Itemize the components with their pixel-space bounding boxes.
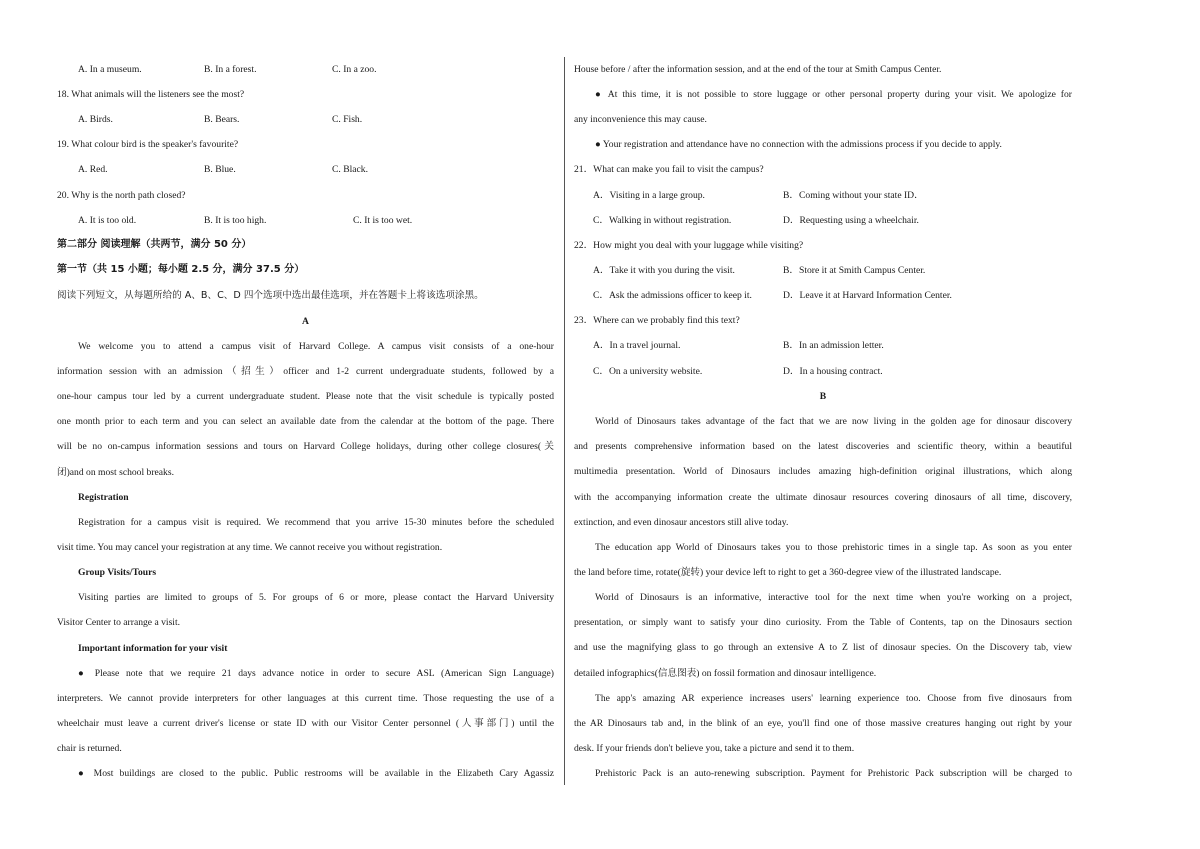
parab3-line: and use the magnifying glass to go through an extensive A to Z list of dinosaur species. On the Discovery tab, view [574, 642, 1072, 653]
para4-line: chair is returned. [57, 743, 122, 754]
para1-line: one month prior to each term and you can select an available date from the calendar at the bottom of the page. There [57, 416, 554, 427]
q21-option-c: C．Walking in without registration. [593, 215, 732, 226]
para4-line: interpreters. We cannot provide interpreters for other languages at this current time. Those requesting the use of a [57, 693, 554, 704]
parab4-line: desk. If your friends don't believe you, take a picture and send it to them. [574, 743, 855, 754]
question-23: 23．Where can we probably find this text? [574, 315, 740, 326]
q21-option-b: B．Coming without your state ID． [783, 190, 924, 201]
para5-line: ● Most buildings are closed to the public. Public restrooms will be available in the Elizabeth Cary Agassiz [78, 768, 554, 779]
passage-b-title: B [819, 391, 827, 402]
q22-option-b: B．Store it at Smith Campus Center. [783, 265, 926, 276]
parab4-line: the AR Dinosaurs tab and, in the blink of an eye, you'll find one of those massive creatures hanging out right by your [574, 718, 1072, 729]
q18-option-c: C. Fish. [332, 114, 363, 125]
para1-line: 闭)and on most school breaks. [57, 467, 174, 478]
q17-option-c: C. In a zoo. [332, 64, 377, 75]
q22-option-a: A．Take it with you during the visit. [593, 265, 735, 276]
para1-line: will be no on-campus information sessions and tours on Harvard College holidays, during other college closures(关 [57, 441, 554, 452]
q23-option-a: A．In a travel journal. [593, 340, 681, 351]
section1-heading: 第一节（共 15 小题；每小题 2.5 分，满分 37.5 分） [57, 264, 305, 275]
q20-option-a: A. It is too old. [78, 215, 137, 226]
parab1-line: and presents comprehensive information based on the latest discoveries and scientific theory, within a beautiful [574, 441, 1072, 452]
important-info-heading: Important information for your visit [78, 643, 228, 654]
para5-continued: House before / after the information session, and at the end of the tour at Smith Campus Center. [574, 64, 942, 75]
question-22: 22．How might you deal with your luggage while visiting? [574, 240, 804, 251]
q19-option-c: C. Black. [332, 164, 368, 175]
para6-line: ● At this time, it is not possible to store luggage or other personal property during your visit. We apologize for [595, 89, 1072, 100]
registration-heading: Registration [78, 492, 129, 503]
para2-line: Registration for a campus visit is required. We recommend that you arrive 15-30 minutes before the scheduled [78, 517, 554, 528]
q23-option-b: B．In an admission letter. [783, 340, 884, 351]
q19-option-b: B. Blue. [204, 164, 236, 175]
q20-option-b: B. It is too high. [204, 215, 267, 226]
parab3-line: presentation, or simply want to satisfy your dino curiosity. From the Table of Contents, tap on the Dinosaurs section [574, 617, 1072, 628]
para1-line: We welcome you to attend a campus visit of Harvard College. A campus visit consists of a one-hour [78, 341, 554, 352]
question-21: 21．What can make you fail to visit the campus? [574, 164, 764, 175]
q17-option-a: A. In a museum. [78, 64, 142, 75]
group-visits-heading: Group Visits/Tours [78, 567, 157, 578]
para6-line: any inconvenience this may cause. [574, 114, 707, 125]
q23-option-c: C．On a university website. [593, 366, 703, 377]
parab2-line: the land before time, rotate(旋转) your device left to right to get a 360-degree view of the illustrated landscape. [574, 567, 1002, 578]
q23-option-d: D．In a housing contract. [783, 366, 883, 377]
parab1-line: World of Dinosaurs takes advantage of the fact that we are now living in the golden age for dinosaur discovery [595, 416, 1072, 427]
question-18: 18. What animals will the listeners see the most? [57, 89, 245, 100]
q18-option-b: B. Bears. [204, 114, 240, 125]
para1-line: information session with an admission（招生）officer and 1-2 current undergraduate students, followed by a [57, 366, 554, 377]
para7-line: ● Your registration and attendance have no connection with the admissions process if you decide to apply. [595, 139, 1002, 150]
parab3-line: detailed infographics(信息图表) on fossil formation and dinosaur intelligence. [574, 668, 877, 679]
para4-line: wheelchair must leave a current driver's license or state ID with our Visitor Center personnel (人事部门) until the [57, 718, 554, 729]
parab1-line: extinction, and even dinosaur ancestors still alive today. [574, 517, 789, 528]
q17-option-b: B. In a forest. [204, 64, 257, 75]
q22-option-d: D．Leave it at Harvard Information Center. [783, 290, 952, 301]
parab3-line: World of Dinosaurs is an informative, interactive tool for the next time when you're working on a project, [595, 592, 1072, 603]
parab2-line: The education app World of Dinosaurs takes you to those prehistoric times in a single tap. As soon as you enter [595, 542, 1072, 553]
q20-option-c: C. It is too wet. [353, 215, 413, 226]
question-19: 19. What colour bird is the speaker's favourite? [57, 139, 239, 150]
question-20: 20. Why is the north path closed? [57, 190, 186, 201]
parab1-line: multimedia presentation. World of Dinosaurs includes amazing high-definition original illustrations, which along [574, 466, 1072, 477]
q21-option-a: A．Visiting in a large group. [593, 190, 705, 201]
para4-line: ● Please note that we require 21 days advance notice in order to secure ASL (American Sign Language) [78, 668, 554, 679]
passage-a-title: A [302, 316, 309, 327]
para3-line: Visitor Center to arrange a visit. [57, 617, 181, 628]
parab4-line: The app's amazing AR experience increases users' learning experience too. Choose from five dinosaurs from [595, 693, 1072, 704]
q21-option-d: D．Requesting using a wheelchair. [783, 215, 919, 226]
reading-instruction: 阅读下列短文，从每题所给的 A、B、C、D 四个选项中选出最佳选项，并在答题卡上将该选项涂黑。 [57, 290, 484, 301]
q18-option-a: A. Birds. [78, 114, 113, 125]
part2-heading: 第二部分 阅读理解（共两节，满分 50 分） [57, 239, 252, 250]
parab1-line: with the accompanying information create the ultimate dinosaur resources covering dinosaurs of all time, discovery, [574, 492, 1072, 503]
para3-line: Visiting parties are limited to groups of 5. For groups of 6 or more, please contact the Harvard University [78, 592, 554, 603]
column-divider [564, 57, 565, 785]
parab5-line: Prehistoric Pack is an auto-renewing subscription. Payment for Prehistoric Pack subscription will be charged to [595, 768, 1072, 779]
para1-line: one-hour campus tour led by a current undergraduate student. Please note that the visit schedule is typically posted [57, 391, 554, 402]
q22-option-c: C．Ask the admissions officer to keep it. [593, 290, 752, 301]
para2-line: visit time. You may cancel your registration at any time. We cannot receive you without registration. [57, 542, 443, 553]
q19-option-a: A. Red. [78, 164, 108, 175]
